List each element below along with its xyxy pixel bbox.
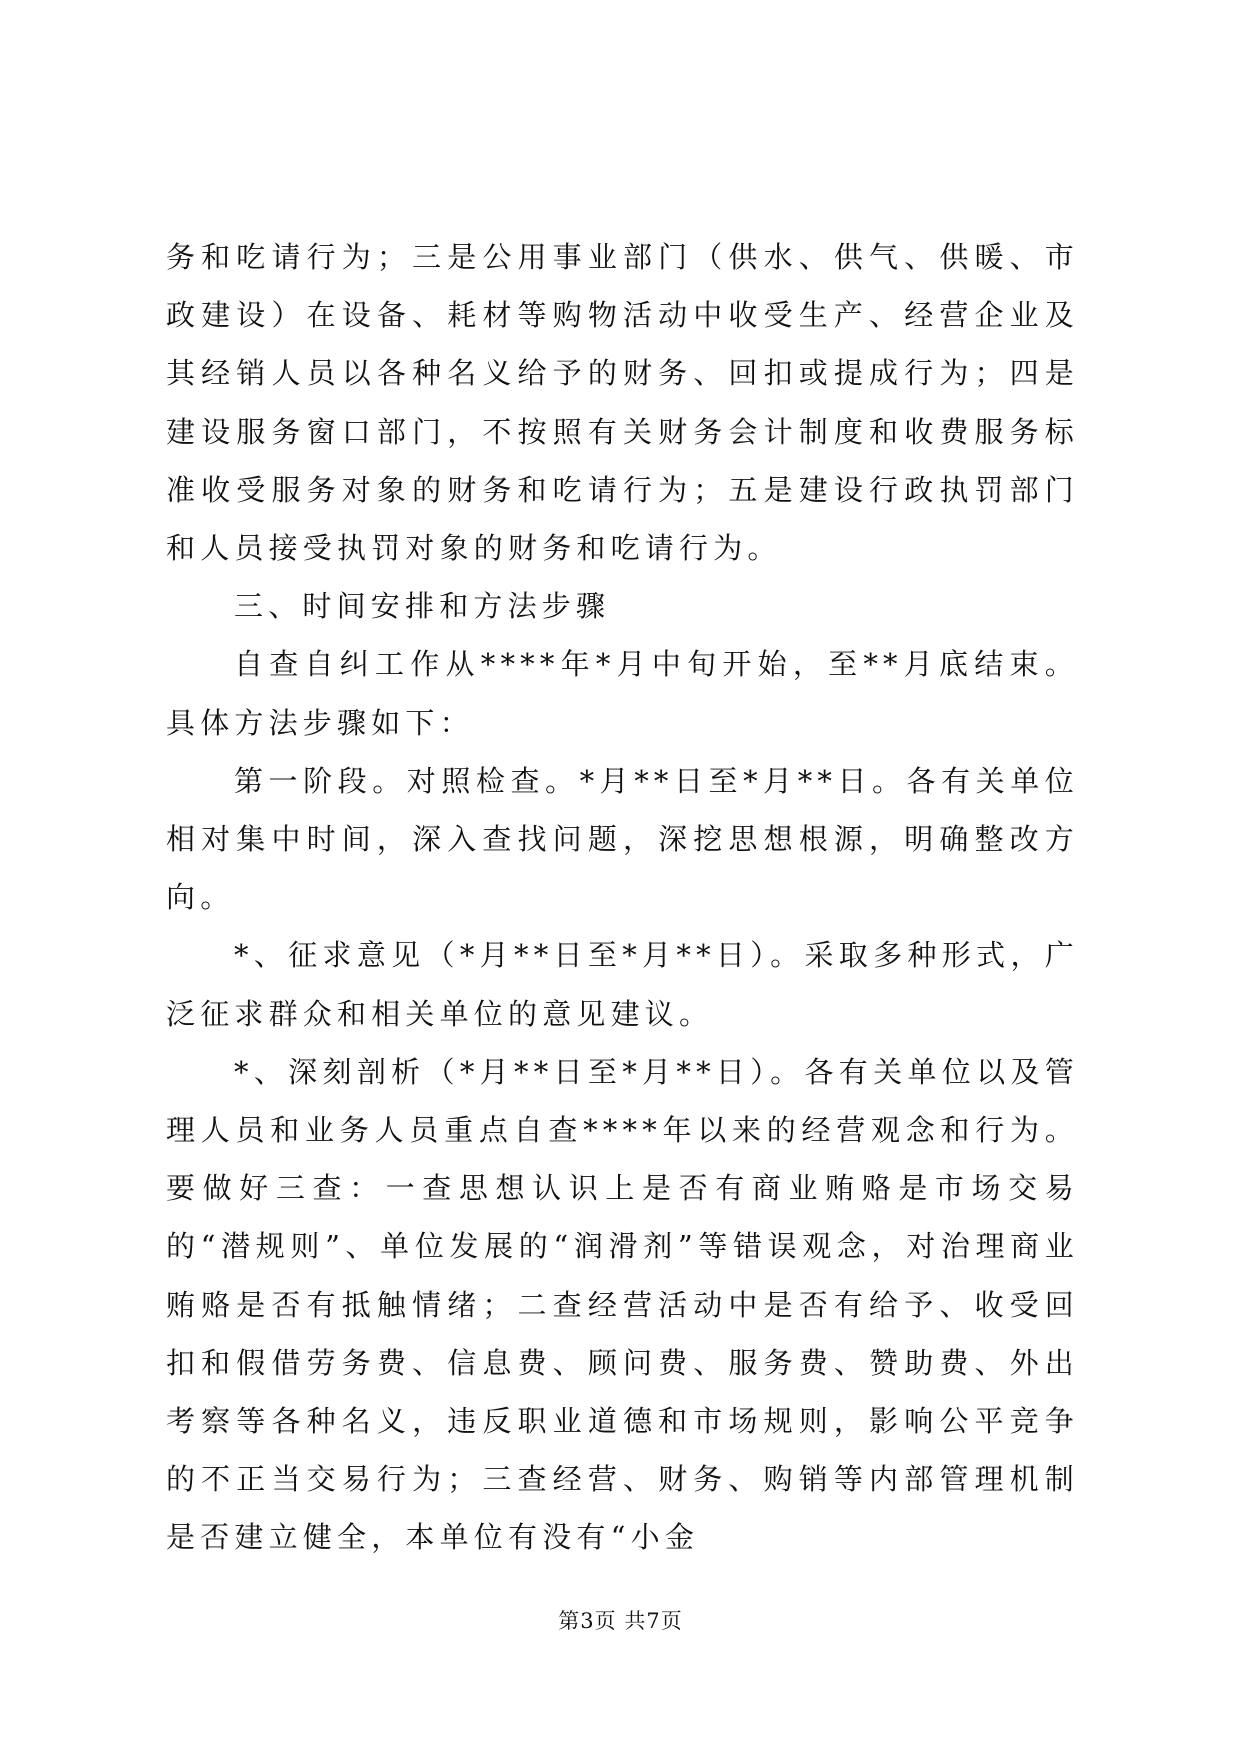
paragraph-solicit-opinions: *、征求意见（*月**日至*月**日）。采取多种形式，广泛征求群众和相关单位的意见建议。 [166,938,1079,1031]
paragraph-continuation: 务和吃请行为；三是公用事业部门（供水、供气、供暖、市政建设）在设备、耗材等购物活动中收受生产、经营企业及其经销人员以各种名义给予的财务、回扣或提成行为；四是建设服务窗口部门，不按照有关财务会计制度和收费服务标准收受服务对象的财务和吃请行为；五是建设行政执罚部门和人员接受执罚对象的财务和吃请行为。 [166,240,1079,566]
paragraph-schedule: 自查自纠工作从****年*月中旬开始，至**月底结束。具体方法步骤如下： [166,647,1079,740]
paragraph-deep-analysis: *、深刻剖析（*月**日至*月**日）。各有关单位以及管理人员和业务人员重点自查****年以来的经营观念和行为。要做好三查：一查思想认识上是否有商业贿赂是市场交易的“潜规则”、单位发展的“润滑剂”等错误观念，对治理商业贿赂是否有抵触情绪；二查经营活动中是否有给予、收受回扣和假借劳务费、信息费、顾问费、服务费、赞助费、外出考察等各种名义，违反职业道德和市场规则，影响公平竞争的不正当交易行为；三查经营、财务、购销等内部管理机制是否建立健全，本单位有没有“小金 [166,1054,1079,1555]
paragraph-stage-one: 第一阶段。对照检查。*月**日至*月**日。各有关单位相对集中时间，深入查找问题，深挖思想根源，明确整改方向。 [166,763,1079,915]
document-body [166,228,1079,1567]
section-heading: 三、时间安排和方法步骤 [234,589,611,624]
page-number-footer: 第3页 共7页 [558,1609,683,1633]
